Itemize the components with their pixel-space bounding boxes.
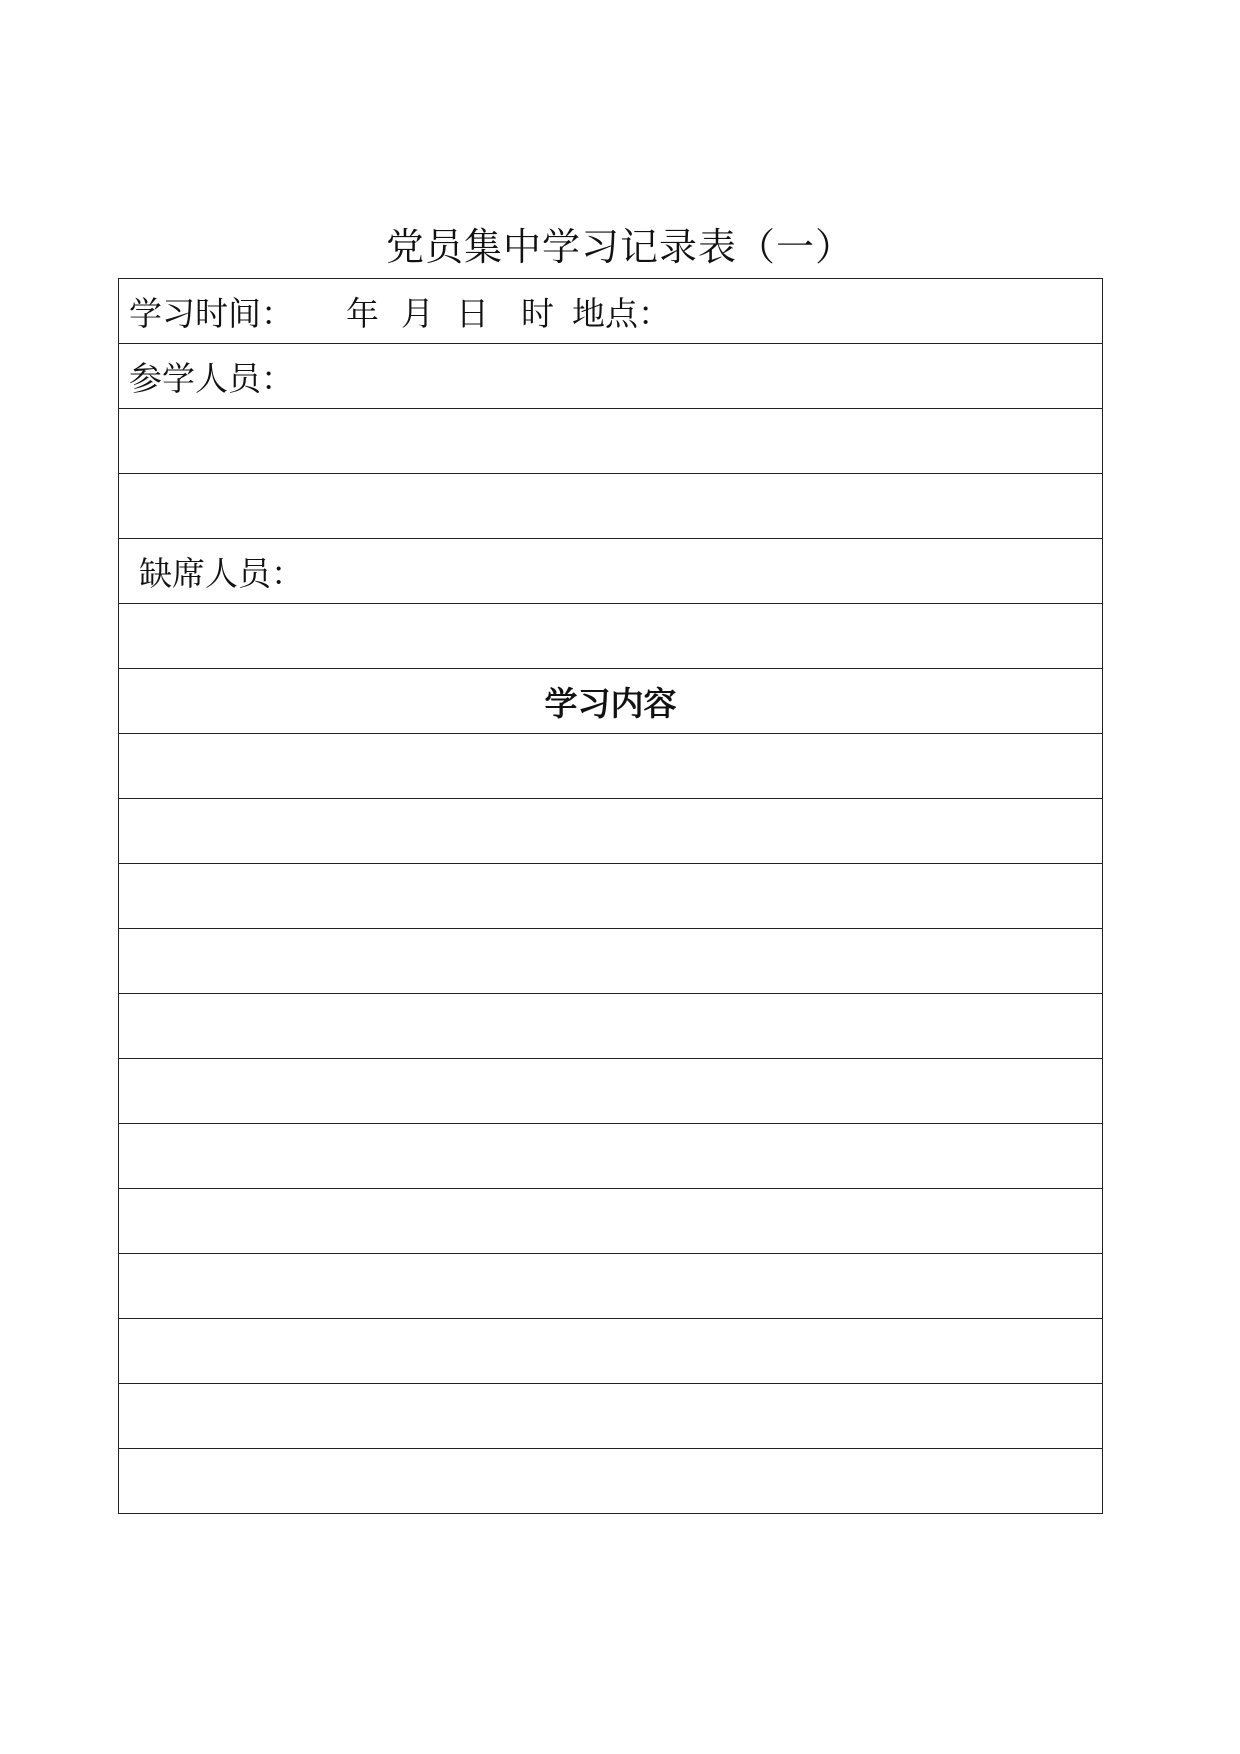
absent-label: 缺席人员： — [139, 553, 304, 593]
study-record-table — [118, 278, 1103, 1514]
content-blank-line[interactable] — [119, 864, 1103, 929]
table-row — [119, 474, 1103, 539]
content-blank-line[interactable] — [119, 929, 1103, 994]
participants-blank-line[interactable] — [119, 409, 1103, 474]
table-row — [119, 1189, 1103, 1254]
study-time-label: 学习时间： — [129, 293, 294, 333]
content-blank-line[interactable] — [119, 1449, 1103, 1514]
table-row — [119, 799, 1103, 864]
day-label: 日 — [456, 293, 489, 333]
table-row — [119, 994, 1103, 1059]
content-blank-line[interactable] — [119, 1384, 1103, 1449]
participants-cell[interactable] — [119, 344, 1103, 409]
table-row-content-header — [119, 669, 1103, 734]
participants-blank-line[interactable] — [119, 474, 1103, 539]
table-row — [119, 1449, 1103, 1514]
content-header-cell — [119, 669, 1103, 734]
table-row — [119, 1384, 1103, 1449]
table-row — [119, 409, 1103, 474]
month-label: 月 — [401, 293, 434, 333]
content-blank-line[interactable] — [119, 994, 1103, 1059]
participants-label: 参学人员： — [129, 358, 294, 398]
content-header-label: 学习内容 — [544, 683, 677, 723]
table-row-study-time — [119, 279, 1103, 344]
content-blank-line[interactable] — [119, 1254, 1103, 1319]
table-row — [119, 864, 1103, 929]
table-row-absent — [119, 539, 1103, 604]
year-label: 年 — [346, 293, 379, 333]
table-row-participants — [119, 344, 1103, 409]
study-time-cell[interactable] — [119, 279, 1103, 344]
table-row — [119, 604, 1103, 669]
content-blank-line[interactable] — [119, 1189, 1103, 1254]
content-blank-line[interactable] — [119, 1124, 1103, 1189]
content-blank-line[interactable] — [119, 799, 1103, 864]
absent-cell[interactable] — [119, 539, 1103, 604]
absent-blank-line[interactable] — [119, 604, 1103, 669]
table-row — [119, 1319, 1103, 1384]
content-blank-line[interactable] — [119, 1319, 1103, 1384]
table-row — [119, 1124, 1103, 1189]
place-label: 地点： — [572, 293, 671, 333]
table-row — [119, 929, 1103, 994]
table-row — [119, 1254, 1103, 1319]
content-blank-line[interactable] — [119, 1059, 1103, 1124]
table-row — [119, 1059, 1103, 1124]
hour-label: 时 — [521, 293, 554, 333]
document-title: 党员集中学习记录表（一） — [385, 225, 854, 269]
table-row — [119, 734, 1103, 799]
content-blank-line[interactable] — [119, 734, 1103, 799]
